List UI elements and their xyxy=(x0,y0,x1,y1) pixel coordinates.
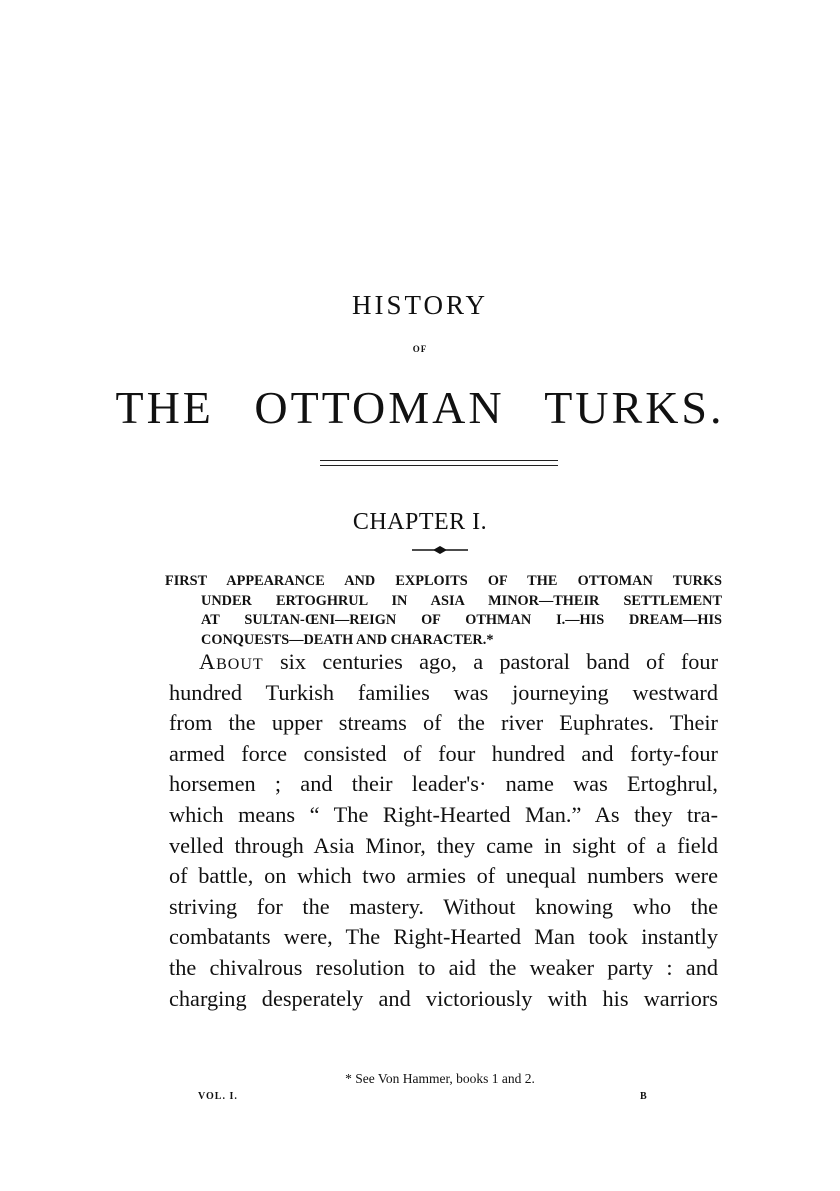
body-line: the chivalrous resolution to aid the weaker party : and xyxy=(169,954,718,980)
volume-signature: VOL. I. xyxy=(198,1091,238,1102)
summary-line: AT SULTAN-ŒNI—REIGN OF OTHMAN I.—HIS DREAM—HIS xyxy=(201,612,722,629)
body-line: striving for the mastery. Without knowing who the xyxy=(169,893,718,919)
body-line: armed force consisted of four hundred and forty-four xyxy=(169,740,718,766)
body-line: velled through Asia Minor, they came in sight of a field xyxy=(169,832,718,858)
chapter-summary xyxy=(165,572,722,651)
summary-line: UNDER ERTOGHRUL IN ASIA MINOR—THEIR SETTLEMENT xyxy=(201,592,722,609)
book-title-history: HISTORY xyxy=(351,290,489,320)
body-line: combatants were, The Right-Hearted Man took instantly xyxy=(169,924,718,950)
body-line-text: six centuries ago, a pastoral band of four xyxy=(263,649,718,674)
summary-line: FIRST APPEARANCE AND EXPLOITS OF THE OTTOMAN TURKS xyxy=(165,573,722,589)
body-paragraph xyxy=(169,647,718,1014)
footnote: * See Von Hammer, books 1 and 2. xyxy=(345,1071,535,1086)
signature-letter: B xyxy=(640,1091,647,1102)
drop-word: About xyxy=(199,649,264,674)
chapter-ornament-icon xyxy=(412,543,468,557)
body-line: horsemen ; and their leader's· name was Ertoghrul, xyxy=(169,771,718,797)
body-line: charging desperately and victoriously with his warriors xyxy=(169,985,718,1011)
book-title-of: OF xyxy=(412,344,428,354)
body-line: from the upper streams of the river Euphrates. Their xyxy=(169,710,718,736)
body-line: hundred Turkish families was journeying westward xyxy=(169,679,718,705)
book-title-main: THE OTTOMAN TURKS. xyxy=(115,382,725,433)
double-rule-divider xyxy=(320,460,558,466)
body-line: of battle, on which two armies of unequal numbers were xyxy=(169,863,718,889)
summary-line: CONQUESTS—DEATH AND CHARACTER.* xyxy=(201,632,494,649)
chapter-heading: CHAPTER I. xyxy=(352,509,488,535)
body-line xyxy=(169,647,718,678)
body-line: which means “ The Right-Hearted Man.” As they tra- xyxy=(169,801,718,827)
